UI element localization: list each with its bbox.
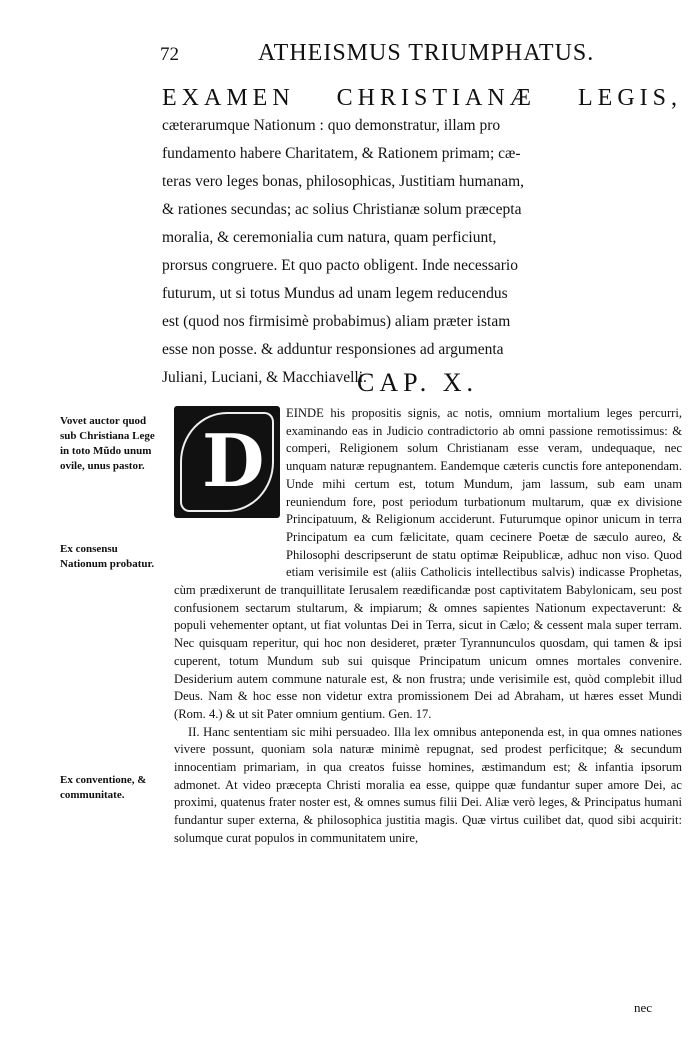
heading-line: moralia, & ceremonialia cum natura, quam perficiunt, [162, 229, 497, 246]
margin-note: Ex conventione, & communitate. [60, 774, 147, 801]
margin-note: Ex consensu Nationum probatur. [60, 543, 155, 570]
heading-line: Juliani, Luciani, & Macchiavelli. [162, 369, 367, 386]
heading-line: futurum, ut si totus Mundus ad unam legem reducendus [162, 285, 508, 302]
paragraph: II. Hanc sententiam sic mihi persuadeo. Illa lex omnibus anteponenda est, in qua omnes nationes vivere possunt, quoniam sola naturæ minimè repugnat, sed prodest perficitque; & secundum innocentiam primariam, in qua creatos fuisse homines, æstimandum est; & infantia ipsorum admonet. At video præcepta Christi moralia ea esse, quippe quæ fundantur super amore Dei, ac proximi, quatenus frater noster est, & omnes sumus filii Dei. Aliæ verò leges, & Principatus humani fundantur super externa, & philosophica justitia magis. Quæ virtus cuilibet dat, quod sibi acquirit: solumque curat populos in communitatem unire, [174, 724, 682, 845]
heading-line: cæterarumque Nationum : quo demonstratur, illam pro [162, 117, 501, 134]
page-number: 72 [160, 44, 179, 65]
heading-line: prorsus congruere. Et quo pacto obligent. Inde necessario [162, 257, 518, 274]
catchword: nec [634, 1000, 653, 1015]
margin-note: Vovet auctor quod sub Christiana Lege in toto Mũdo unum ovile, unus pastor. [60, 415, 155, 472]
running-title: ATHEISMUS TRIUMPHATUS. [258, 40, 595, 66]
main-text [174, 405, 682, 848]
chapter-heading [162, 84, 682, 392]
drop-cap-letter: D [202, 418, 265, 503]
heading-line: fundamento habere Charitatem, & Rationem primam; cæ- [162, 145, 521, 162]
chapter-number: CAP. X. [357, 368, 478, 397]
heading-line: esse non posse. & adduntur responsiones ad argumenta [162, 341, 504, 358]
heading-line: & rationes secundas; ac solius Christianæ solum præcepta [162, 201, 522, 218]
paragraph: EINDE his propositis signis, ac notis, omnium mortalium leges percurri, examinando eas in Judicio contradictorio ab omni passione remotissimus: & comperi, Religionem solum Christianam esse veram, undequaque, nec unquam naturæ repugnantem. Eandemque cæteris cunctis fore anteponendam. Unde mihi certum est, totum Mundum, jam lassum, sub eam unam reuniendum fore, post periodum turbationum multarum, quæ ex divisione Principatuum, & Religionum acciderunt. Futurumque opinor unicum in terra Principatum ea cum fælicitate, quam cecinere Poetæ de sæculo aureo, & Philosophi descripserunt de statu optimæ Reipublicæ, adhuc non viso. Quod etiam verisimile est (aliis Catholicis intellectibus salvis) indicasse Prophetas, cùm prædixerunt de tranquillitate Ierusalem reædificandæ post captivitatem Babylonicam, seu post confusionem sectarum stultarum, & impiarum; & omnes sapientes Nationum expectaverunt: & populi vehementer optant, ut fiat voluntas Dei in Terra, sicut in Cælo; & cessent mala super terram. Nec quisquam reperitur, qui hoc non desideret, præter Tyrannunculos quosdam, qui tamen & ipsi cuperent, totum Mundum sub sui quisque Principatum unicum omnes mortales convenire. Desiderium autem commune naturale est, & non frustra; unde verisimile est, quòd complebit illud Deus. Nam & hoc esse non videtur extra promissionem Dei ad Abraham, ut hæres esset Mundi (Rom. 4.) & ut sit Pater omnium gentium. Gen. 17. [174, 406, 682, 721]
heading-line: est (quod nos firmisimè probabimus) aliam præter istam [162, 313, 511, 330]
heading-line: teras vero leges bonas, philosophicas, Justitiam humanam, [162, 173, 525, 190]
heading-line: EXAMEN CHRISTIANÆ LEGIS, [162, 85, 682, 111]
